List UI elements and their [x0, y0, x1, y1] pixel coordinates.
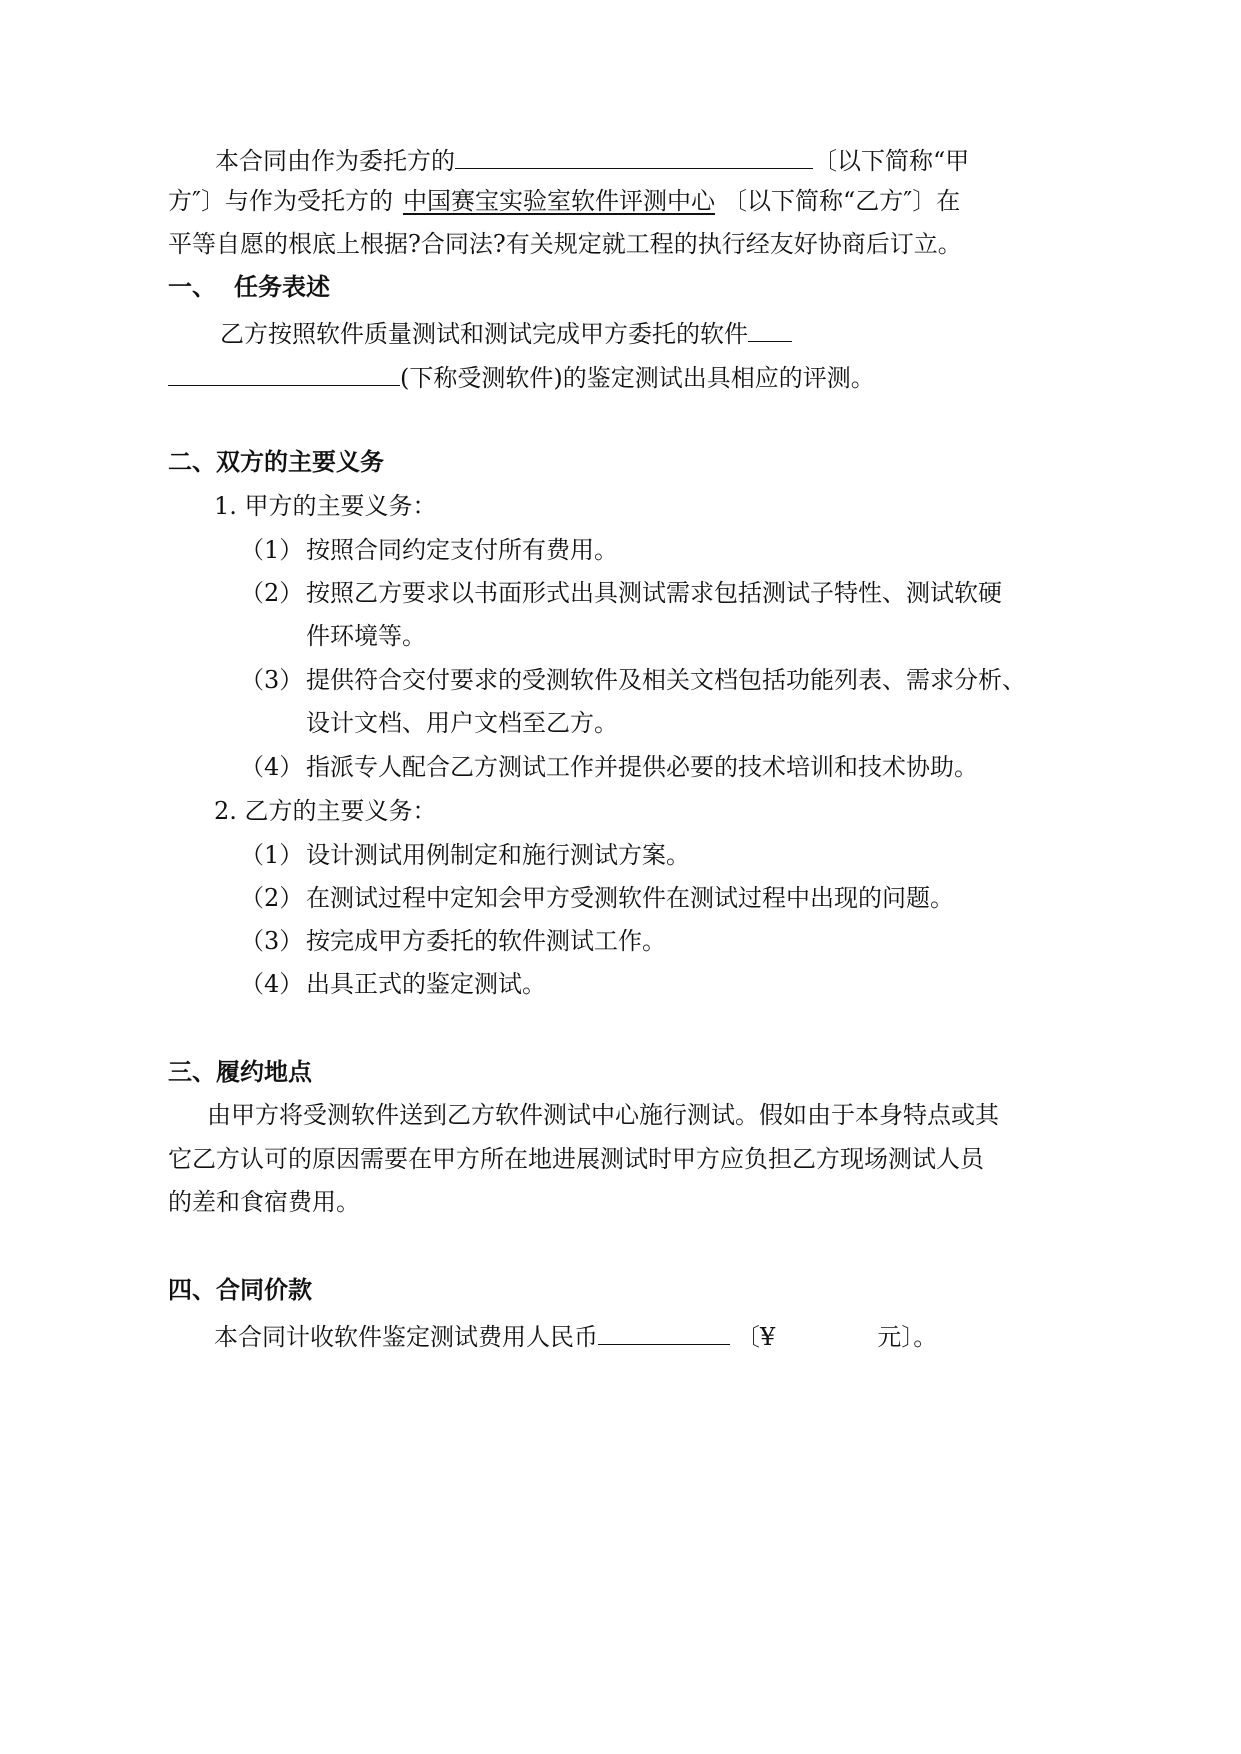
software-name-blank-1[interactable] — [748, 315, 792, 342]
intro-text: 本合同由作为委托方的 — [215, 147, 455, 175]
intro-text: 方″〕与作为受托方的 — [168, 187, 393, 215]
subheading-text: 2. 乙方的主要义务： — [214, 797, 437, 825]
item-number: （3） — [240, 666, 304, 694]
intro-line-2 — [168, 185, 960, 217]
duty-item-continued — [306, 620, 426, 652]
item-number: （2） — [240, 884, 304, 912]
section-title: 三、履约地点 — [168, 1058, 312, 1086]
section-title: 任务表述 — [234, 273, 330, 301]
client-name-blank[interactable] — [455, 142, 813, 169]
duty-item — [240, 925, 666, 957]
item-text: 提供符合交付要求的受测软件及相关文档包括功能列表、需求分析、 — [306, 666, 1026, 694]
section-title: 四、合同价款 — [168, 1276, 312, 1304]
item-text: 指派专人配合乙方测试工作并提供必要的技术培训和技术协助。 — [306, 753, 978, 781]
contractor-name: 中国赛宝实验室软件评测中心 — [402, 187, 715, 215]
software-name-blank-2[interactable] — [168, 359, 400, 386]
s4-text: 本合同计收软件鉴定测试费用人民币 — [214, 1323, 598, 1351]
s3-line-2 — [168, 1143, 984, 1175]
item-text: 按照乙方要求以书面形式出具测试需求包括测试子特性、测试软硬 — [306, 579, 1002, 607]
s4-line-1 — [214, 1318, 937, 1353]
item-number: （2） — [240, 579, 304, 607]
section-number: 一、 — [168, 273, 216, 301]
duty-item — [240, 968, 546, 1000]
s1-text: (下称受测软件)的鉴定测试出具相应的评测。 — [400, 364, 875, 392]
duty-item — [240, 577, 1002, 609]
intro-text: 〔以下简称“甲 — [813, 147, 970, 175]
duty-item — [240, 664, 1026, 696]
s3-line-1 — [207, 1099, 999, 1131]
s1-line-2 — [168, 359, 875, 394]
section-3-heading — [168, 1056, 312, 1088]
intro-text: 平等自愿的根底上根据?合同法?有关规定就工程的执行经友好协商后订立。 — [168, 230, 962, 258]
intro-line-3 — [168, 228, 962, 260]
s4-text: 〔¥ — [736, 1323, 776, 1351]
section-1-heading — [168, 271, 330, 303]
s3-line-3 — [168, 1186, 360, 1218]
item-text: 设计文档、用户文档至乙方。 — [306, 709, 618, 737]
price-rmb-blank[interactable] — [598, 1318, 730, 1345]
s3-text: 的差和食宿费用。 — [168, 1188, 360, 1216]
item-text: 出具正式的鉴定测试。 — [306, 970, 546, 998]
s3-text: 由甲方将受测软件送到乙方软件测试中心施行测试。假如由于本身特点或其 — [207, 1101, 999, 1129]
intro-line-1 — [215, 142, 969, 177]
item-number: （4） — [240, 970, 304, 998]
item-text: 件环境等。 — [306, 622, 426, 650]
section-2-heading — [168, 446, 384, 478]
item-number: （1） — [240, 536, 304, 564]
duty-item — [240, 882, 954, 914]
item-number: （3） — [240, 927, 304, 955]
s1-text: 乙方按照软件质量测试和测试完成甲方委托的软件 — [220, 320, 748, 348]
subheading-text: 1. 甲方的主要义务： — [214, 492, 437, 520]
duty-item — [240, 839, 690, 871]
section-title: 二、双方的主要义务 — [168, 448, 384, 476]
section-4-heading — [168, 1274, 312, 1306]
s4-text: 元〕。 — [877, 1323, 938, 1351]
s3-text: 它乙方认可的原因需要在甲方所在地进展测试时甲方应负担乙方现场测试人员 — [168, 1145, 984, 1173]
party-b-duties-heading — [214, 795, 437, 827]
item-number: （1） — [240, 841, 304, 869]
item-text: 设计测试用例制定和施行测试方案。 — [306, 841, 690, 869]
intro-text: 〔以下简称“乙方″〕在 — [722, 187, 961, 215]
item-text: 在测试过程中定知会甲方受测软件在测试过程中出现的问题。 — [306, 884, 954, 912]
duty-item — [240, 534, 618, 566]
item-number: （4） — [240, 753, 304, 781]
duty-item — [240, 751, 978, 783]
item-text: 按照合同约定支付所有费用。 — [306, 536, 618, 564]
s1-line-1 — [220, 315, 792, 350]
party-a-duties-heading — [214, 490, 437, 522]
duty-item-continued — [306, 707, 618, 739]
item-text: 按完成甲方委托的软件测试工作。 — [306, 927, 666, 955]
